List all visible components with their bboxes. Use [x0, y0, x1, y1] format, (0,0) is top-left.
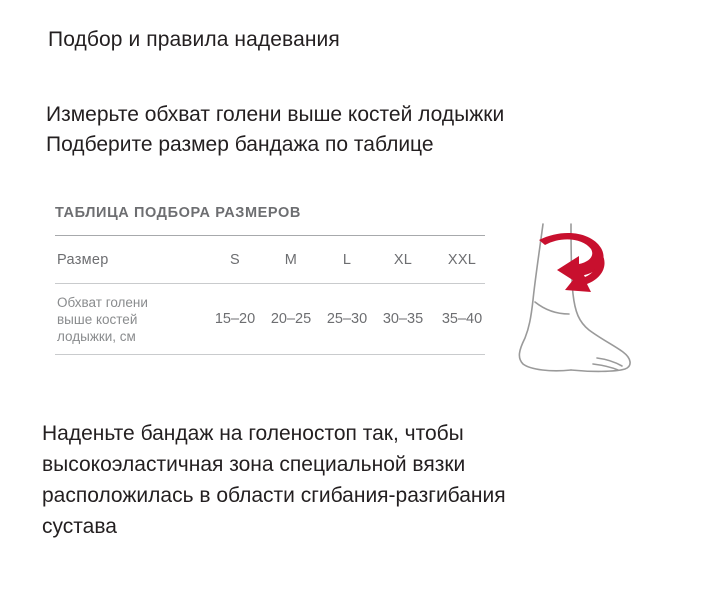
instruction-paragraph: [42, 418, 662, 542]
table-bottom-rule: [55, 354, 485, 355]
ankle-illustration: [505, 218, 665, 393]
size-table-block: [55, 205, 495, 355]
paragraph-line-2: высокоэластичная зона специальной вязки: [42, 453, 466, 476]
size-table-value-xl: 30–35: [382, 311, 424, 327]
size-table-row-label: [55, 284, 207, 354]
instruction-steps: [46, 100, 504, 160]
paragraph-line-1: Наденьте бандаж на голеностоп так, чтобы: [42, 422, 464, 445]
size-table-header-xxl: XXL: [447, 251, 477, 268]
row-label-line-3: лодыжки, см: [57, 328, 136, 344]
row-label-line-1: Обхват голени: [57, 294, 148, 310]
size-table-header-s: S: [230, 251, 240, 268]
size-table-header-label: Размер: [57, 251, 109, 268]
table-row: [55, 284, 493, 354]
page-title: Подбор и правила надевания: [48, 28, 340, 51]
size-table: [55, 236, 493, 283]
size-table-header-l: L: [342, 251, 352, 268]
size-table-value-xxl: 35–40: [441, 311, 483, 327]
size-table-body: [55, 284, 493, 354]
instruction-step-1: Измерьте обхват голени выше костей лодыжки: [46, 103, 505, 126]
instruction-step-2: Подберите размер бандажа по таблице: [46, 133, 434, 156]
size-table-header-xl: XL: [393, 251, 413, 268]
size-table-header-m: M: [284, 251, 298, 268]
size-table-value-l: 25–30: [326, 311, 368, 327]
size-table-header-row: [55, 236, 493, 283]
size-table-value-m: 20–25: [270, 311, 312, 327]
size-table-value-s: 15–20: [214, 311, 256, 327]
size-table-title: ТАБЛИЦА ПОДБОРА РАЗМЕРОВ: [55, 205, 301, 221]
paragraph-line-3: расположилась в области сгибания-разгибания: [42, 484, 506, 507]
row-label-line-2: выше костей: [57, 311, 138, 327]
paragraph-line-4: сустава: [42, 515, 117, 538]
